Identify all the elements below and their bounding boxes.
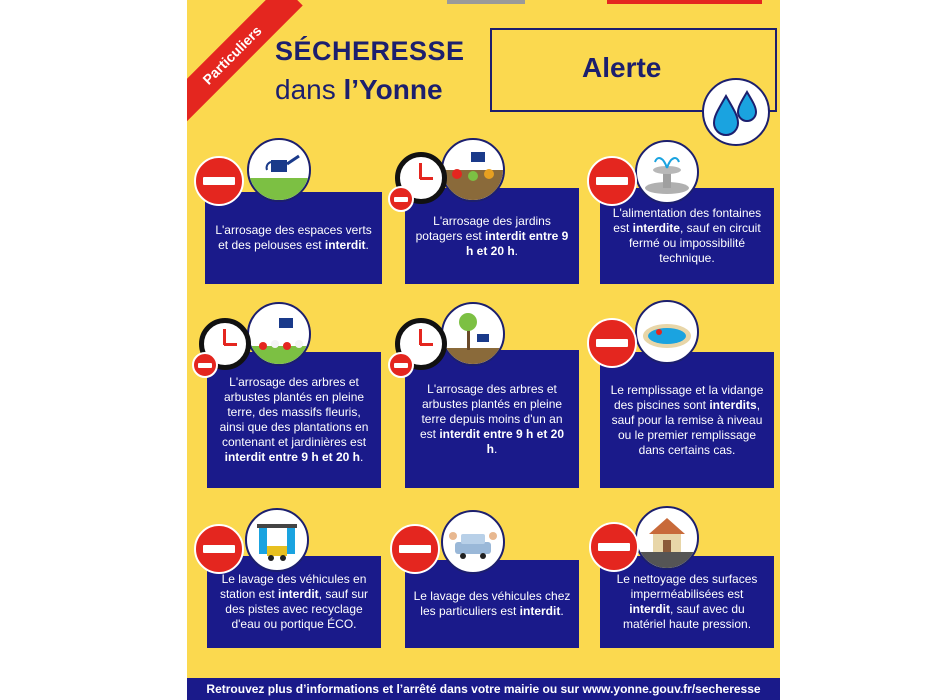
page-title: SÉCHERESSE (275, 36, 465, 66)
rule-card-4 (207, 352, 381, 488)
forbidden-icon (587, 156, 637, 206)
rule-card-6 (600, 352, 774, 488)
audience-ribbon: Particuliers (187, 0, 303, 126)
poster (187, 0, 780, 700)
forbidden-icon (587, 318, 637, 368)
rule-card-3 (600, 188, 774, 284)
forbidden-small-icon (388, 186, 414, 212)
rule-text-8: Le lavage des véhicules chez les particuliers est interdit. (413, 589, 571, 618)
rule-text-5: L'arrosage des arbres et arbustes plantés en pleine terre depuis moins d'un an est interdit entre 9 h et 20 h. (419, 381, 565, 456)
rule-card-9 (600, 556, 774, 648)
rule-card-5 (405, 350, 579, 488)
young-tree-icon (441, 302, 505, 366)
rule-card-2 (405, 188, 579, 284)
rule-card-8 (405, 560, 579, 648)
alert-level-label: Alerte (582, 52, 662, 83)
rule-text-9: Le nettoyage des surfaces imperméabilisées est interdit, sauf avec du matériel haute pression. (616, 572, 758, 631)
subtitle-prefix: dans (275, 74, 344, 105)
car-wash-station-icon (245, 508, 309, 572)
rule-text-4: L'arrosage des arbres et arbustes plantés en pleine terre, des massifs fleuris, ainsi que des plantations en contenant et jardinières est interdit entre 9 h et 20 h. (219, 375, 369, 464)
forbidden-icon (390, 524, 440, 574)
fountain-icon (635, 140, 699, 204)
forbidden-icon (194, 524, 244, 574)
forbidden-icon (589, 522, 639, 572)
flowers-icon (247, 302, 311, 366)
forbidden-small-icon (192, 352, 218, 378)
vegetable-garden-icon (441, 138, 505, 202)
rule-text-2: L'arrosage des jardins potagers est interdit entre 9 h et 20 h. (415, 213, 569, 258)
rule-text-7: Le lavage des véhicules en station est interdit, sauf sur des pistes avec recyclage d'eau ou portique ÉCO. (219, 572, 369, 631)
subtitle-location: l’Yonne (343, 74, 443, 105)
footer-info: Retrouvez plus d’informations et l’arrêté dans votre mairie ou sur www.yonne.gouv.fr/secheresse (187, 678, 780, 700)
rule-text-1: L'arrosage des espaces verts et des pelouses est interdit. (215, 223, 372, 252)
top-accent-red (607, 0, 762, 4)
forbidden-small-icon (388, 352, 414, 378)
water-drops-icon (702, 78, 770, 146)
top-accent-grey (447, 0, 525, 4)
rule-card-1 (205, 192, 382, 284)
house-pavement-icon (635, 506, 699, 570)
rule-text-6: Le remplissage et la vidange des piscines sont interdits, sauf pour la remise à niveau ou le premier remplissage dans certains cas. (610, 382, 764, 457)
swimming-pool-icon (635, 300, 699, 364)
rule-text-3: L'alimentation des fontaines est interdite, sauf en circuit fermé ou impossibilité technique. (612, 206, 762, 265)
watering-can-lawn-icon (247, 138, 311, 202)
forbidden-icon (194, 156, 244, 206)
page-subtitle (275, 74, 443, 106)
rule-card-7 (207, 556, 381, 648)
car-washing-home-icon (441, 510, 505, 574)
